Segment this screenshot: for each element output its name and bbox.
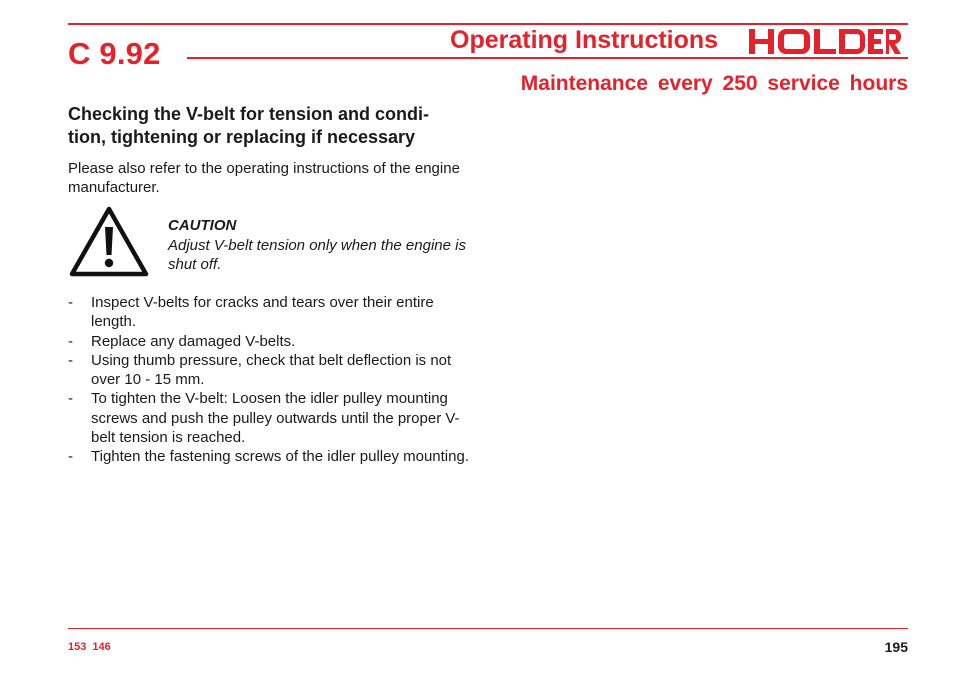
list-item-text: To tighten the V-belt: Loosen the idler pulley mounting screws and push the pulley outwards until the proper V-belt tension is reached. — [91, 390, 460, 447]
chapter-number: C 9.92 — [68, 36, 161, 71]
maintenance-steps-list — [68, 293, 478, 467]
procedure-heading — [68, 103, 468, 149]
list-bullet: - — [68, 448, 73, 466]
page-number: 195 — [884, 639, 908, 655]
list-item-text: Inspect V-belts for cracks and tears over their entire length. — [91, 294, 434, 331]
caution-title: CAUTION — [168, 217, 237, 234]
list-bullet: - — [68, 390, 73, 408]
holder-logo — [749, 29, 901, 54]
list-bullet: - — [68, 332, 73, 350]
list-bullet: - — [68, 294, 73, 311]
footer-rule — [68, 628, 908, 629]
intro-text: Please also refer to the operating instructions of the engine manufacturer. — [68, 160, 460, 196]
header-rule-top — [68, 23, 908, 25]
list-bullet: - — [68, 351, 73, 369]
list-item — [68, 447, 478, 466]
list-item-text: Using thumb pressure, check that belt deflection is not over 10 - 15 mm. — [91, 351, 452, 389]
document-number: 153 146 — [68, 641, 111, 653]
section-title: Maintenance every 250 service hours — [520, 72, 908, 95]
document-title: Operating Instructions — [450, 26, 719, 54]
heading-line-1: Checking the V-belt for tension and condi- — [68, 104, 430, 124]
caution-text: Adjust V-belt tension only when the engine is shut off. — [168, 236, 466, 273]
list-item-text: Replace any damaged V-belts. — [91, 332, 296, 350]
list-item-text: Tighten the fastening screws of the idler pulley mounting. — [91, 448, 469, 466]
heading-line-2: tion, tightening or replacing if necessary — [68, 127, 416, 147]
warning-triangle-icon — [68, 205, 150, 278]
header-rule-middle — [187, 57, 908, 59]
list-item — [68, 293, 478, 332]
list-item — [68, 351, 478, 390]
list-item — [68, 389, 478, 447]
list-item — [68, 332, 478, 351]
caution-note — [168, 216, 478, 275]
